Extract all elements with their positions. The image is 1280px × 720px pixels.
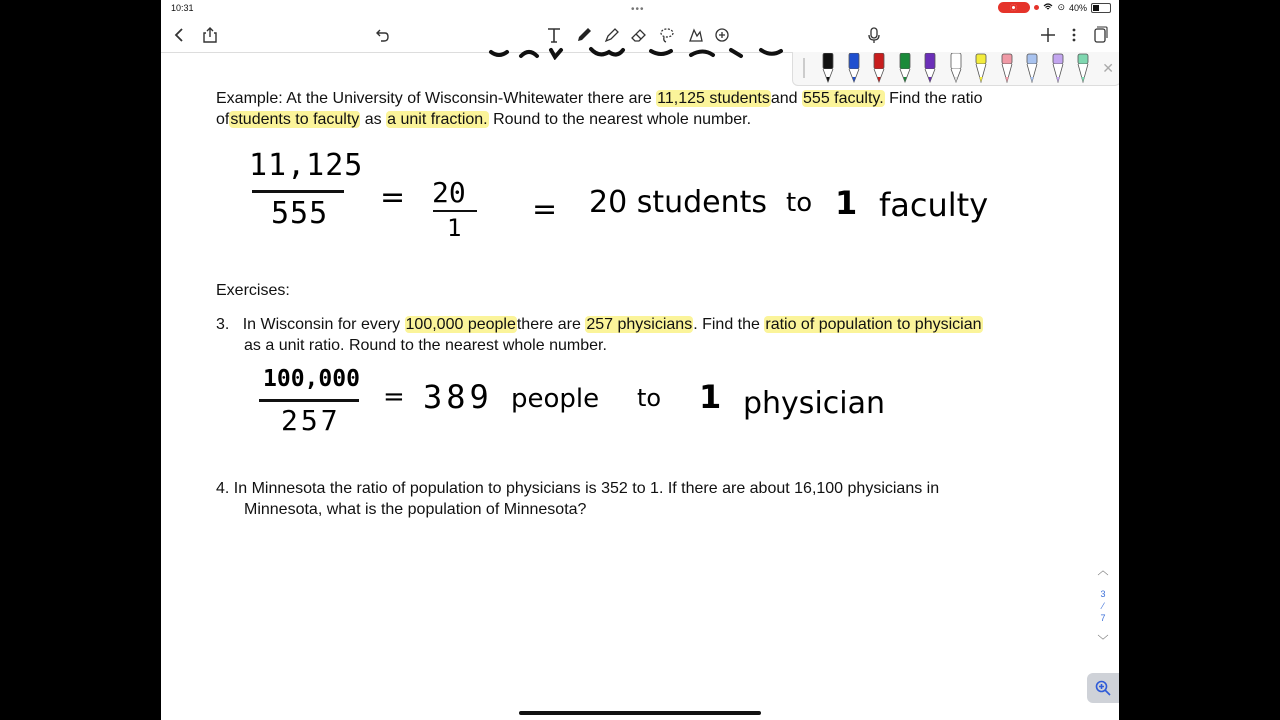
text: as xyxy=(364,111,382,128)
text: of xyxy=(216,111,230,128)
chevron-down-icon[interactable]: ﹀ xyxy=(1097,635,1109,647)
exercise-number: 3. xyxy=(216,316,230,333)
equals-sign: = xyxy=(532,192,558,227)
share-icon[interactable] xyxy=(199,24,221,46)
handwritten-answer: 389 xyxy=(423,378,493,416)
pen-color-7[interactable] xyxy=(974,53,988,83)
handwritten-to: to xyxy=(637,384,662,412)
highlight-students-to-faculty: students to faculty xyxy=(230,111,360,128)
pen-color-1[interactable] xyxy=(821,53,835,83)
multitasking-dots-icon[interactable]: ••• xyxy=(631,4,645,15)
wifi-icon xyxy=(1043,3,1053,13)
pages-icon[interactable] xyxy=(1089,24,1111,46)
text: Example: At the University of Wisconsin-Whitewater there are xyxy=(216,90,652,107)
status-right xyxy=(998,2,1111,13)
screen-recording-icon[interactable] xyxy=(998,2,1030,13)
close-icon[interactable]: ✕ xyxy=(1102,60,1114,76)
exercise-3-line-1 xyxy=(216,314,983,335)
handwritten-numerator: 11,125 xyxy=(249,148,364,183)
text: and xyxy=(770,90,798,107)
handwritten-one: 1 xyxy=(699,378,722,416)
handwritten-title-partial xyxy=(481,46,801,60)
handwritten-one: 1 xyxy=(835,184,858,222)
pen-color-6[interactable] xyxy=(949,53,963,83)
plus-icon[interactable] xyxy=(1037,24,1059,46)
current-page: 3 xyxy=(1100,589,1106,599)
highlight-ratio: ratio of population to physician xyxy=(765,316,982,333)
fraction-bar xyxy=(433,210,477,212)
pen-tray xyxy=(792,52,1119,86)
handwritten-exercise-3-work xyxy=(259,364,939,444)
document-page[interactable] xyxy=(161,52,1119,720)
eraser-icon[interactable] xyxy=(628,24,650,46)
handwritten-denominator: 555 xyxy=(271,196,329,231)
status-bar xyxy=(161,0,1119,16)
battery-percent: 40% xyxy=(1068,2,1087,13)
chevron-up-icon[interactable]: ︿ xyxy=(1097,565,1109,577)
ipad-screen xyxy=(161,0,1119,720)
handwritten-numerator: 100,000 xyxy=(263,366,360,392)
handwritten-unit-denominator: 1 xyxy=(447,214,462,242)
highlight-physicians: 257 physicians xyxy=(586,316,693,333)
pen-color-3[interactable] xyxy=(872,53,886,83)
fraction-bar xyxy=(259,399,359,402)
handwritten-to: to xyxy=(786,188,813,218)
shapes-icon[interactable] xyxy=(684,24,706,46)
handwritten-denominator: 257 xyxy=(281,404,341,437)
example-line-1 xyxy=(216,88,983,109)
text: . Find the xyxy=(693,316,760,333)
text-tool-icon[interactable] xyxy=(543,24,565,46)
equals-sign: = xyxy=(383,382,405,412)
clock: 10:31 xyxy=(171,3,194,13)
pen-color-11[interactable] xyxy=(1076,53,1090,83)
exercises-heading: Exercises: xyxy=(216,282,290,299)
highlight-unit-fraction: a unit fraction. xyxy=(387,111,488,128)
microphone-icon[interactable] xyxy=(863,24,885,46)
fraction-bar xyxy=(252,190,344,193)
recording-dot-icon xyxy=(1034,5,1039,10)
battery-icon xyxy=(1091,3,1111,13)
home-indicator[interactable] xyxy=(519,711,761,715)
tray-handle[interactable] xyxy=(803,58,805,78)
handwritten-people: people xyxy=(511,384,600,414)
text: there are xyxy=(516,316,581,333)
handwritten-answer: 20 students xyxy=(589,185,768,220)
exercise-4-line-2: Minnesota, what is the population of Minnesota? xyxy=(244,501,587,518)
highlighter-icon[interactable] xyxy=(601,24,623,46)
equals-sign: = xyxy=(380,180,406,215)
example-line-2 xyxy=(216,109,751,130)
more-icon[interactable] xyxy=(1063,24,1085,46)
orientation-lock-icon: ⊙ xyxy=(1057,2,1065,12)
pen-color-10[interactable] xyxy=(1051,53,1065,83)
lasso-icon[interactable] xyxy=(656,24,678,46)
highlight-students: 11,125 students xyxy=(657,90,770,107)
link-icon[interactable] xyxy=(711,24,733,46)
pen-color-8[interactable] xyxy=(1000,53,1014,83)
total-pages: 7 xyxy=(1100,613,1106,623)
pen-color-4[interactable] xyxy=(898,53,912,83)
text: Find the ratio xyxy=(889,90,983,107)
handwritten-physician: physician xyxy=(743,386,886,421)
text: In Wisconsin for every xyxy=(242,316,401,333)
undo-icon[interactable] xyxy=(371,24,393,46)
pen-color-9[interactable] xyxy=(1025,53,1039,83)
exercise-4-line-1: 4. In Minnesota the ratio of population to physicians is 352 to 1. If there are about 16,100 physicians in xyxy=(216,480,940,497)
chevron-left-icon[interactable] xyxy=(169,24,191,46)
zoom-icon[interactable] xyxy=(1087,673,1119,703)
highlight-people: 100,000 people xyxy=(405,316,516,333)
handwritten-faculty: faculty xyxy=(879,186,989,224)
text: Round to the nearest whole number. xyxy=(493,111,752,128)
highlight-faculty: 555 faculty. xyxy=(803,90,884,107)
page-navigator xyxy=(1093,562,1113,648)
page-separator: ⁄ xyxy=(1102,601,1104,611)
pen-color-5[interactable] xyxy=(923,53,937,83)
exercise-3-line-2: as a unit ratio. Round to the nearest whole number. xyxy=(244,337,607,354)
pen-icon[interactable] xyxy=(573,24,595,46)
handwritten-unit-numerator: 20 xyxy=(432,176,466,209)
handwritten-example-work xyxy=(249,148,1009,248)
pen-color-2[interactable] xyxy=(847,53,861,83)
